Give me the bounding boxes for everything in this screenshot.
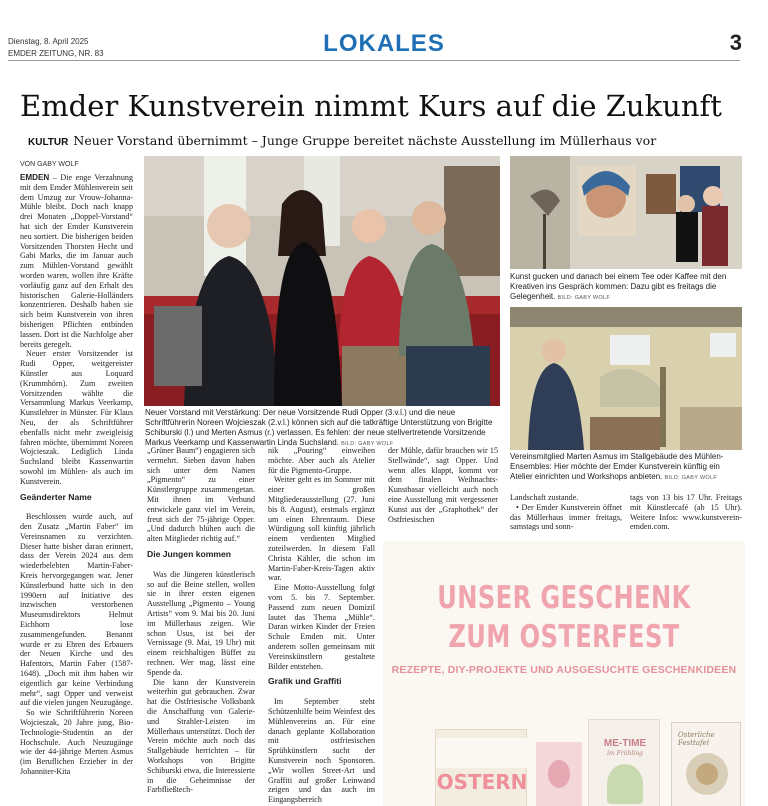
subhead: Geänderter Name <box>20 491 92 502</box>
advert-title-line-2: ZUM OSTERFEST <box>448 619 680 655</box>
book-title: Osterliche Festtafel <box>678 731 715 747</box>
book-title: OSTERN <box>436 770 528 794</box>
article-column-3 <box>268 446 375 806</box>
book-cover-metime <box>588 719 660 806</box>
advert-subtitle: REZEPTE, DIY-PROJEKTE UND AUSGESUCHTE GESCHENKIDEEN <box>391 664 737 676</box>
book-cover-egg <box>536 742 582 806</box>
paragraph: „Grüner Baum“) engagieren sich vermehrt. Sieben davon haben sich unter dem Namen „Pigmento“ zu einer Künstlergruppe zusammengetan. Mit ihnen im Verbund entwickele ganz viel im Verein, freut sich der 75-jährige Opper. „Und dadurch blühen auch die alten Mitglieder richtig auf.“ <box>147 446 255 544</box>
stable-photo <box>510 307 742 450</box>
section-title: LOKALES <box>323 30 445 57</box>
paragraph: Die kann der Kunstverein weiterhin gut gebrauchen. Zwar hat die Ostfriesische Volksbank die Anschaffung von Galerie- und Strahler-Leisten im Müllerhaus unterstützt. Doch der Verein möchte auch noch das Stallgebäude herrichten – für Workshops von Brigitte Schiburski etwa, die Interessierte in die Geheimnisse der Farbfließtech- <box>147 677 255 795</box>
page-number: 3 <box>729 30 742 55</box>
stable-photo-caption <box>510 452 742 483</box>
paper-name: EMDER ZEITUNG, NR. 83 <box>8 49 104 58</box>
photo-credit: BILD: GABY WOLF <box>341 441 394 447</box>
header-rule <box>8 60 740 61</box>
paragraph: nik „Pouring“ einweihen möchte. Aber auch als Atelier für die Pigmento-Gruppe. <box>268 446 375 475</box>
article-column-4 <box>388 446 498 536</box>
masthead-info <box>8 36 104 60</box>
gallery-image <box>510 156 742 269</box>
book-cover-festtafel <box>671 722 741 806</box>
paragraph: Beschlossen wurde auch, auf den Zusatz „Martin Faber“ im Vereinsnamen zu verzichten. Dieser hatte bisher daran erinnert, dass der Verein 2024 aus dem wiederbelebten Martin-Faber-Kreis hervorgegangen war. Jener Künstlerbund hatte sich in den 1990ern auf Initiative des inzwischen verstorbenen Museumsdirektors Helmut Eichhorn lose zusammengefunden. Benannt wurde er zu Ehren des Erbauers der Neuen Kirche und des Hafentors, Martin Faber (1587-1648). „Doch mit ihm haben wir eigentlich gar keine Verbindung mehr“, sagt Opper und verweist auf die vielen jungen Neuzugänge. <box>20 512 133 708</box>
issue-date: Dienstag, 8. April 2025 <box>8 37 89 46</box>
main-photo <box>144 156 500 406</box>
paragraph: So wie Schriftführerin Noreen Wojcieszak, 20 Jahre jung, Bio-Technologie-Studentin an der Hochschule. Auch Neuzugänge wie der 44-jährige Merten Asmus (im Beruflichen Erzieher in der Johanniter-Kita <box>20 708 133 777</box>
article-column-2 <box>147 446 255 806</box>
photo-credit: BILD: GABY WOLF <box>557 295 610 301</box>
article-column-1 <box>20 173 133 806</box>
paragraph: Im September steht Schützenhilfe beim Weinfest des Mühlenvereins an. Für eine danach geplante Kollaboration mit ostfriesischen Sprühkünstlern sucht der Kunstverein noch Sponsoren. „Wir wollen Street-Art und Graffiti auf großer Leinwand zeigen und das auch im Eingangsbereich <box>268 697 375 805</box>
gallery-photo <box>510 156 742 269</box>
paragraph: tags von 13 bis 17 Uhr. Freitags mit Künstlercafé (ab 15 Uhr). Weitere Infos: www.kunstverein-emden.com. <box>630 493 742 532</box>
caption-text: Neuer Vorstand mit Verstärkung: Der neue Vorsitzende Rudi Opper (3.v.l.) und die neue Schriftführerin Noreen Wojcieszak (2.v.l.) können sich auf die tatkräftige Unterstützung von Brigitte Schiburski (l.) und Merten Asmus (r.) verlassen. Es fehlen: der neue stellvertretende Vorsitzende Markus Veerkamp und Kassenwartin Linda Suchsland. <box>145 408 493 447</box>
dateline: EMDEN <box>20 173 50 182</box>
advert-title-line-1: UNSER GESCHENK <box>437 580 691 616</box>
headline: Emder Kunstverein nimmt Kurs auf die Zukunft <box>20 89 722 123</box>
book-title: ME-TIME <box>603 738 647 749</box>
book-cover-ostern <box>435 729 527 806</box>
caption-text: Vereinsmitglied Marten Asmus im Stallgebäude des Mühlen-Ensembles: Hier möchte der Emder Kunstverein künftig ein Atelier einrichten und Workshops anbieten. <box>510 452 724 481</box>
paragraph: Eine Motto-Ausstellung folgt vom 5. bis 7. September. Passend zum neuen Domizil lautet das Thema „Mühle“. Daran wirken Kinder der Freien Schule Emden mit. Unter anderem sollen gemeinsam mit Vereinskünstlern gestaltete Bilder entstehen. <box>268 583 375 671</box>
advert-title <box>423 579 705 657</box>
group-portrait-image <box>144 156 500 406</box>
gallery-photo-caption <box>510 272 742 303</box>
easter-advert[interactable] <box>383 541 745 806</box>
kicker: KULTUR <box>28 137 69 148</box>
paragraph: der Mühle, dafür brauchen wir 15 Stellwände“, sagt Opper. Und wenn alles klappt, kommt vor dem finalen Weihnachts-Kunstbasar vielleicht auch noch eine Ausstellung mit vergessener Kunst aus der „Graphothek“ der Ostfriesischen <box>388 446 498 524</box>
info-bullet: • Der Emder Kunstverein öffnet das Müllerhaus immer freitags, samstags und sonn- <box>510 502 622 532</box>
paragraph: Neuer erster Vorsitzender ist Rudi Opper, weitgereister Künstler aus Loquard (Krummhörn). Zum zweiten Vorsitzenden wählte die Versammlung Markus Veerkamp, Kunstlehrer in Münster. Für Klaus Neu, der als Schriftführer ebenfalls nicht mehr zweigleisig fahren möchte, übernimmt Noreen Wojcieszak. Lediglich Linda Suchsland bleibt Kassenwartin sowohl im Mühlen- als auch im Kunstverein. <box>20 349 133 486</box>
stable-image <box>510 307 742 450</box>
paragraph: Was die Jüngeren künstlerisch so auf die Beine stellen, wollen sie in ihrer ersten eigenen Ausstellung „Pigmento – Young Artists“ vom 9. Mai bis 20. Juni im Müllerhaus zeigen. Wie schon Usus, ist bei der Vernissage (9. Mai, 19 Uhr) mit einem reichhaltigen Büffet zu rechnen. Wer mag, lässt eine Spende da. <box>147 569 255 677</box>
subheadline-text: Neuer Vorstand übernimmt – Junge Gruppe bereitet nächste Ausstellung im Müllerhaus vor <box>73 133 657 148</box>
subheadline <box>28 133 748 151</box>
subhead: Die Jungen kommen <box>147 548 232 559</box>
paragraph: Weiter geht es im Sommer mit einer großen Mitgliederausstellung (27. Juni bis 8. August), erstmals ergänzt um einen Ehrenraum. Diese Würdigung soll künftig jährlich einem verdienten Mitglied zuteilwerden. In diesem Fall Christa Kähler, die schon im Martin-Faber-Kreis-Tagen aktiv war. <box>268 475 375 583</box>
caption-text: Kunst gucken und danach bei einem Tee oder Kaffee mit den Kreativen ins Gespräch kommen: Dazu gibt es freitags die Gelegenheit. <box>510 272 727 301</box>
article-column-5b <box>630 493 742 541</box>
book-subtitle: im Frühling <box>607 750 643 757</box>
subhead: Grafik und Graffiti <box>268 676 342 687</box>
article-column-5a <box>510 493 622 541</box>
byline: VON GABY WOLF <box>20 161 79 168</box>
paragraph: Landschaft zustande. <box>510 493 579 502</box>
main-photo-caption <box>145 408 502 449</box>
paragraph: – Die enge Verzahnung mit dem Emder Mühlenverein seit dem Umzug zur Vrouw-Johanna-Mühle bleibt. Doch nach knapp drei Monaten „Doppel-Vorstand“ hat sich der Emder Kunstverein neu sortiert. Die bisherigen beiden Vorsitzenden Thorsten Hecht und Gabi Marks, die im Januar auch zum Mühlen-Vorstand gewählt worden waren, wollen ihre Kräfte vorläufig ganz auf den Erhalt des historischen Galerie-Holländers konzentrieren. Deshalb haben sie sich beim Kunstverein von ihren bisherigen Pflichten entbinden lassen. Dort ist die Nachfolge aber bereits geregelt. <box>20 173 133 349</box>
photo-credit: BILD: GABY WOLF <box>664 475 718 481</box>
